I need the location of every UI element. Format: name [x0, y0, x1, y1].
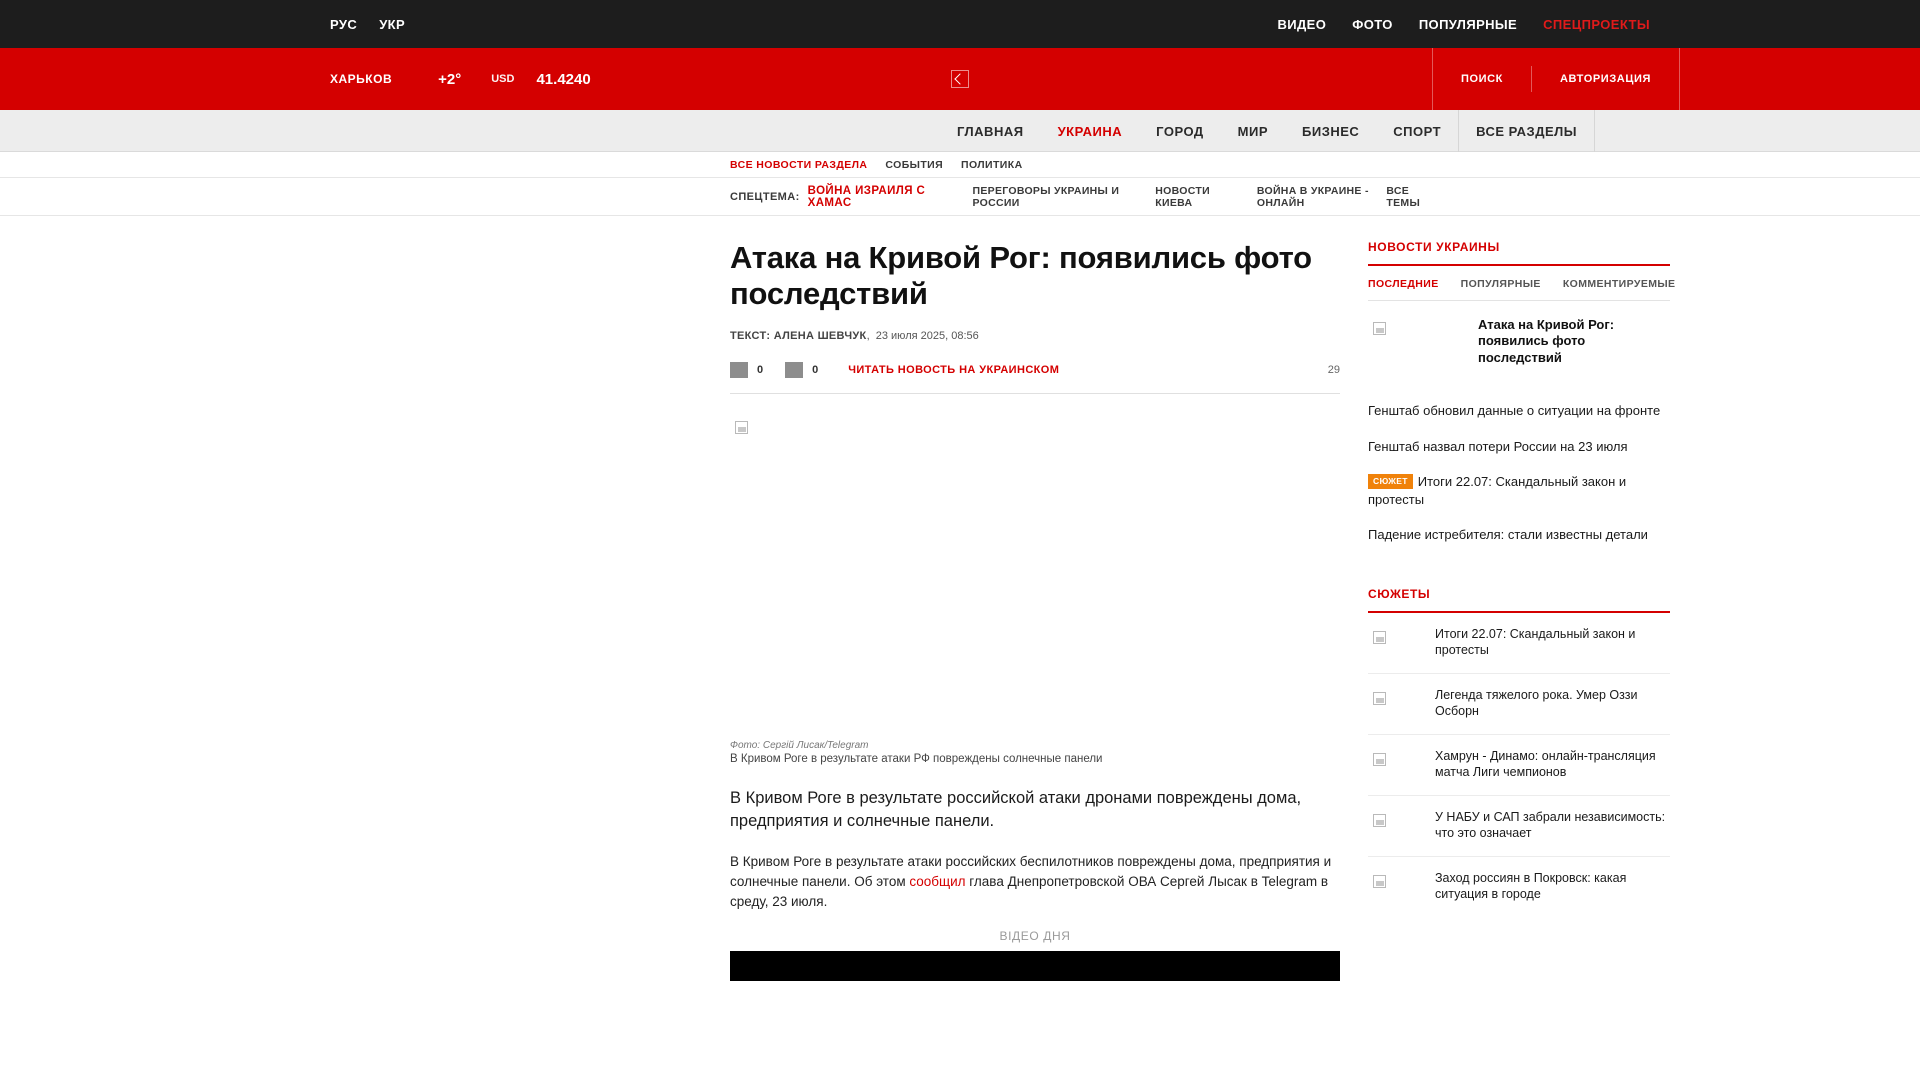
list-item[interactable]	[1368, 857, 1670, 917]
topbar-links	[1277, 17, 1650, 32]
read-in-ukrainian-link[interactable]: ЧИТАТЬ НОВОСТЬ НА УКРАИНСКОМ	[848, 364, 1060, 377]
sidebar	[1368, 240, 1676, 981]
login-button[interactable]: АВТОРИЗАЦИЯ	[1560, 73, 1651, 85]
byline: ТЕКСТ: АЛЕНА ШЕВЧУК, 23 июля 2025, 08:56	[730, 329, 979, 342]
story-thumbnail	[1368, 809, 1424, 843]
site-logo-icon[interactable]	[951, 70, 969, 88]
story-title[interactable]: Итоги 22.07: Скандальный закон и протесты	[1435, 626, 1636, 657]
stories-list	[1368, 613, 1670, 917]
special-topic-main[interactable]: ВОЙНА ИЗРАИЛЯ С ХАМАС	[807, 185, 926, 209]
broken-image-icon	[1373, 692, 1386, 705]
currency-value: 41.4240	[536, 70, 591, 88]
like-count: 0	[757, 364, 764, 377]
tab-popular[interactable]: ПОПУЛЯРНЫЕ	[1460, 278, 1541, 290]
sidebar-news-title: НОВОСТИ УКРАИНЫ	[1368, 240, 1670, 266]
like-counter[interactable]	[730, 362, 763, 378]
dislike-counter[interactable]	[785, 362, 818, 378]
broken-image-icon	[1373, 753, 1386, 766]
special-topics-bar	[0, 178, 1920, 216]
video-player[interactable]	[730, 951, 1340, 981]
list-item[interactable]	[1368, 613, 1670, 674]
tab-latest[interactable]: ПОСЛЕДНИЕ	[1368, 278, 1439, 290]
topbar-link-popular[interactable]: ПОПУЛЯРНЫЕ	[1418, 16, 1518, 32]
article-body-paragraph	[730, 852, 1340, 913]
sidebar-news-block	[1368, 240, 1676, 553]
list-item-label: Итоги 22.07: Скандальный закон и протесты	[1368, 474, 1627, 507]
subnav-item-all-news[interactable]: ВСЕ НОВОСТИ РАЗДЕЛА	[730, 159, 868, 171]
source-link[interactable]: сообщил	[909, 874, 966, 889]
search-button[interactable]: ПОИСК	[1460, 73, 1503, 85]
utility-topbar	[0, 0, 1920, 48]
article-date: 23 июля 2025, 08:56	[875, 329, 979, 342]
topbar-link-specprojects[interactable]: СПЕЦПРОЕКТЫ	[1543, 16, 1650, 32]
topic-link-war-online[interactable]: ВОЙНА В УКРАИНЕ - ОНЛАЙН	[1256, 185, 1369, 209]
broken-image-icon	[735, 421, 748, 434]
thumbs-up-icon[interactable]	[730, 362, 748, 378]
nav-item-business[interactable]: БИЗНЕС	[1302, 123, 1360, 139]
sidebar-news-list	[1368, 393, 1670, 553]
currency-label: USD	[491, 73, 515, 85]
sidebar-stories-block	[1368, 587, 1670, 917]
special-topic-label: СПЕЦТЕМА:	[730, 191, 800, 203]
tab-commented[interactable]: КОММЕНТИРУЕМЫЕ	[1562, 278, 1676, 290]
nav-item-city[interactable]: ГОРОД	[1156, 123, 1204, 139]
broken-image-icon	[1373, 631, 1386, 644]
nav-item-sport[interactable]: СПОРТ	[1393, 123, 1442, 139]
story-title[interactable]: Хамрун - Динамо: онлайн-трансляция матча Лиги чемпионов	[1435, 748, 1656, 779]
language-ru[interactable]: РУС	[330, 16, 358, 32]
topic-link-negotiations[interactable]: ПЕРЕГОВОРЫ УКРАИНЫ И РОССИИ	[972, 185, 1120, 209]
page-title: Атака на Кривой Рог: появились фото последствий	[730, 240, 1312, 311]
topbar-link-photo[interactable]: ФОТО	[1352, 16, 1393, 32]
nav-item-home[interactable]: ГЛАВНАЯ	[957, 123, 1024, 139]
header-divider-right	[1679, 48, 1680, 110]
weather-temperature: +2°	[438, 70, 462, 88]
main-navigation	[0, 110, 1920, 152]
article-lead-paragraph: В Кривом Роге в результате российской атаки дронами повреждены дома, предприятия и солнечные панели.	[730, 788, 1302, 831]
sidebar-stories-title: СЮЖЕТЫ	[1368, 587, 1670, 613]
list-item[interactable]	[1368, 796, 1670, 857]
sidebar-featured-item[interactable]	[1368, 301, 1670, 393]
video-of-the-day-label: ВІДЕО ДНЯ	[999, 928, 1071, 943]
list-item[interactable]: Генштаб назвал потери России на 23 июля	[1368, 438, 1628, 454]
body-text-before-link: В Кривом Роге в результате атаки российских беспилотников повреждены дома, предприятия и солнечные панели. Об этом	[730, 853, 1332, 889]
broken-image-icon	[1373, 814, 1386, 827]
list-item[interactable]	[1368, 464, 1670, 517]
broken-image-icon	[1373, 875, 1386, 888]
subnav-item-events[interactable]: СОБЫТИЯ	[885, 159, 944, 171]
story-thumbnail	[1368, 687, 1424, 721]
story-thumbnail	[1368, 870, 1424, 904]
site-header	[0, 48, 1920, 110]
nav-item-all-sections[interactable]: ВСЕ РАЗДЕЛЫ	[1458, 110, 1595, 152]
language-switcher[interactable]	[330, 17, 405, 32]
nav-item-ukraine[interactable]: УКРАИНА	[1057, 123, 1123, 139]
section-subnav	[0, 152, 1920, 178]
article-column	[730, 240, 1340, 981]
list-item[interactable]: Генштаб обновил данные о ситуации на фронте	[1368, 403, 1661, 418]
page-content	[240, 216, 1680, 981]
article-lead-image	[730, 416, 1340, 734]
subnav-item-politics[interactable]: ПОЛИТИКА	[961, 159, 1023, 171]
nav-item-world[interactable]: МИР	[1237, 123, 1268, 139]
story-thumbnail	[1368, 626, 1424, 660]
photo-caption: В Кривом Роге в результате атаки РФ повреждены солнечные панели	[730, 752, 1103, 765]
photo-credit: Фото: Сергій Лисак/Telegram	[730, 739, 869, 751]
article-author[interactable]: ТЕКСТ: АЛЕНА ШЕВЧУК	[730, 329, 867, 342]
dislike-count: 0	[812, 364, 819, 377]
broken-image-icon	[1373, 322, 1386, 335]
weather-city[interactable]: ХАРЬКОВ	[330, 72, 393, 86]
body-text-after-link: глава Днепропетровской ОВА Сергей Лысак в Telegram в среду, 23 июля.	[730, 874, 1329, 910]
story-thumbnail	[1368, 748, 1424, 782]
topbar-link-video[interactable]: ВИДЕО	[1277, 16, 1327, 32]
status-badge: СЮЖЕТ	[1368, 474, 1413, 489]
list-item[interactable]: Падение истребителя: стали известны детали	[1368, 527, 1648, 543]
list-item[interactable]	[1368, 674, 1670, 735]
story-title[interactable]: Легенда тяжелого рока. Умер Оззи Осборн	[1435, 687, 1638, 718]
list-item[interactable]	[1368, 735, 1670, 796]
featured-thumbnail	[1368, 317, 1466, 375]
all-topics-link[interactable]: ВСЕ ТЕМЫ	[1386, 185, 1421, 209]
story-title[interactable]: Заход россиян в Покровск: какая ситуация в городе	[1435, 870, 1627, 901]
article-actionbar	[730, 360, 1340, 394]
sidebar-news-tabs	[1368, 266, 1676, 301]
featured-title[interactable]: Атака на Кривой Рог: появились фото последствий	[1478, 317, 1615, 365]
topic-link-kyiv-news[interactable]: НОВОСТИ КИЕВА	[1155, 185, 1210, 209]
language-uk[interactable]: УКР	[379, 16, 406, 32]
view-count: 29	[1327, 364, 1340, 377]
story-title[interactable]: У НАБУ и САП забрали независимость: что это означает	[1435, 809, 1666, 840]
thumbs-down-icon[interactable]	[785, 362, 803, 378]
